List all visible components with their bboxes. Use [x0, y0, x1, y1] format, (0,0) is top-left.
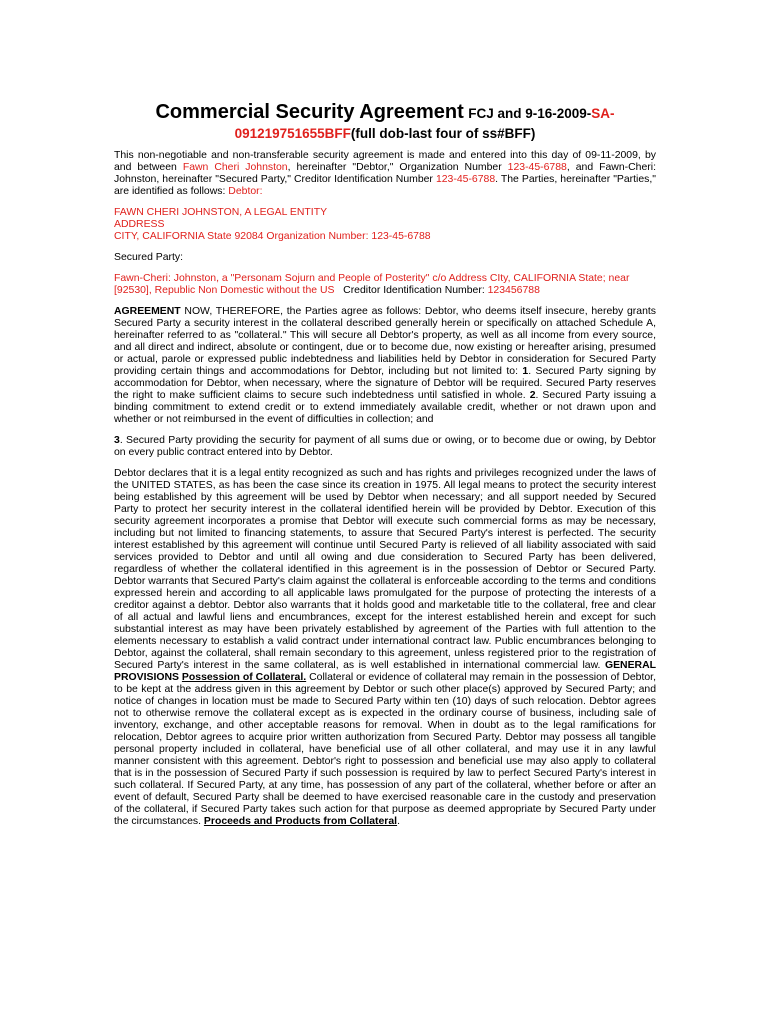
agreement-text-2: . Secured Party signing by accommodation for Debtor, when necessary, where the signature of Debtor will be required. Secured Party reserves the right to make sufficient claims to secure such indebtedness until satisfied in whole.	[114, 366, 656, 401]
title-line-1	[114, 102, 656, 124]
title-code: 091219751655BFF	[234, 126, 351, 141]
item-number-1: 1	[522, 366, 529, 377]
agreement-paragraph	[114, 306, 656, 426]
debtor-name: Fawn Cheri Johnston	[182, 162, 288, 173]
document-title	[114, 102, 656, 144]
general-provisions-heading: GENERAL PROVISIONS	[114, 660, 656, 683]
intro-text-3: , and Fawn-Cheri: Johnston, hereinafter "Secured Party," Creditor Identification Number	[114, 162, 656, 185]
agreement-text-1: NOW, THEREFORE, the Parties agree as follows: Debtor, who deems itself insecure, hereby grants Secured Party a security interest in the collateral described generally herein or specifically on attached Schedule A, hereinafter referred to as "collateral." This will secure all Debtor's property, as well as all income from every source, and all direct and indirect, absolute or contingent, due or to become due, now existing or hereafter arising, presumed or actual, parole or expressed public indebtedness and liabilities held by Debtor in consideration for Secured Party providing certain things and accommodations for Debtor, including but not limited to:	[114, 306, 656, 377]
title-line-2	[114, 124, 656, 144]
declaration-text: Debtor declares that it is a legal entity recognized as such and has rights and privileges recognized under the laws of the UNITED STATES, as has been the case since its creation in 1975. All legal means to protect the security interest being established by this agreement will be used by Debtor when necessary; and all support needed by Secured Party to protect her security interest in the collateral identified herein will be provided by Debtor. Execution of this security agreement incorporates a promise that Debtor will execute such commercial forms as may be necessary, including but not limited to financing statements, to assure that Secured Party's interest is perfected. The security interest established by this agreement will continue until Secured Party is relieved of all liability associated with said services provided to Debtor and until all owing and due consideration to Secured Party has been delivered, regardless of whether the collateral identified in this agreement is in the possession of Debtor or Secured Party. Debtor warrants that Secured Party's claim against the collateral is enforceable according to the terms and conditions expressed herein and according to all applicable laws promulgated for the purpose of protecting the interests of a creditor against a debtor. Debtor also warrants that it holds good and marketable title to the collateral, free and clear of all actual and lawful liens and encumbrances, except for the interest established herein and except for such substantial interest as may have been privately established by agreement of the Parties with full attention to the elements necessary to establish a valid contract under international contract law. Public encumbrances belonging to Debtor, against the collateral, shall remain secondary to this agreement, unless registered prior to the registration of Secured Party's interest in the same collateral, as is well established in international commercial law.	[114, 468, 656, 671]
debtor-entity-line: FAWN CHERI JOHNSTON, A LEGAL ENTITY	[114, 207, 328, 218]
debtor-city-line: CITY, CALIFORNIA State 92084 Organization Number: 123-45-6788	[114, 231, 431, 242]
item-3-text: . Secured Party providing the security for payment of all sums due or owing, or to become due or owing, by Debtor on every public contract entered into by Debtor.	[114, 435, 656, 458]
agreement-heading: AGREEMENT	[114, 306, 181, 317]
creditor-id-label: Creditor Identification Number:	[334, 285, 488, 296]
secured-party-block	[114, 273, 656, 297]
item-number-3: 3	[114, 435, 120, 446]
title-main: Commercial Security Agreement	[155, 101, 464, 123]
item-3-paragraph	[114, 435, 656, 459]
possession-text: Collateral or evidence of collateral may remain in the possession of Debtor, to be kept at the address given in this agreement by Debtor or such other place(s) approved by Secured Party; and notice of changes in location must be made to Secured Party within ten (10) days of such relocation. Debtor agrees not to otherwise remove the collateral except as is expected in the ordinary course of business, including sale of inventory, exchange, and other acceptable reasons for removal. When in doubt as to the legal ramifications for relocation, Debtor agrees to acquire prior written authorization from Secured Party. Debtor may possess all tangible personal property included in collateral, have beneficial use of all other collateral, and may use it in any lawful manner consistent with this agreement. Debtor's right to possession and beneficial use may also apply to collateral that is in the possession of Secured Party if such possession is required by law to perfect Secured Party's interest in such collateral. If Secured Party, at any time, has possession of any part of the collateral, whether before or after an event of default, Secured Party shall be deemed to have exercised reasonable care in the custody and preservation of the collateral, if Secured Party takes such action for that purpose as deemed appropriate by Secured Party under the circumstances.	[114, 672, 656, 827]
proceeds-period: .	[397, 816, 400, 827]
debtor-label: Debtor:	[228, 186, 263, 197]
secured-party-details: Fawn-Cheri: Johnston, a "Personam Sojurn and People of Posterity" c/o Address CIty, CALIFORNIA State; near [92530], Republic Non Domestic without the US	[114, 273, 630, 296]
title-code-note: (full dob-last four of ss#BFF)	[350, 126, 536, 141]
debtor-address-line: ADDRESS	[114, 219, 165, 230]
creditor-id-number: 123456788	[487, 285, 540, 296]
intro-paragraph	[114, 150, 656, 198]
debtor-block	[114, 207, 656, 243]
title-suffix: FCJ and 9-16-2009-	[468, 106, 592, 121]
intro-text-4: . The Parties, hereinafter "Parties," are identified as follows:	[114, 174, 656, 197]
secured-party-label: Secured Party:	[114, 252, 184, 263]
proceeds-heading: Proceeds and Products from Collateral	[203, 816, 398, 827]
creditor-number: 123-45-6788	[435, 174, 496, 185]
agreement-text-3: . Secured Party issuing a binding commitment to extend credit or to extend immediately available credit, whether or not drawn upon and whether or not reimbursed in the event of difficulties in collection; and	[114, 390, 656, 425]
intro-text-2: , hereinafter "Debtor," Organization Number	[287, 162, 508, 173]
possession-of-collateral-heading: Possession of Collateral.	[181, 672, 307, 683]
declaration-paragraph	[114, 468, 656, 828]
organization-number: 123-45-6788	[507, 162, 567, 173]
intro-text-1: This non-negotiable and non-transferable security agreement is made and entered into this day of 09-11-2009, by and between	[114, 150, 656, 173]
title-suffix-red: SA-	[591, 106, 615, 121]
item-number-2: 2	[529, 390, 536, 401]
